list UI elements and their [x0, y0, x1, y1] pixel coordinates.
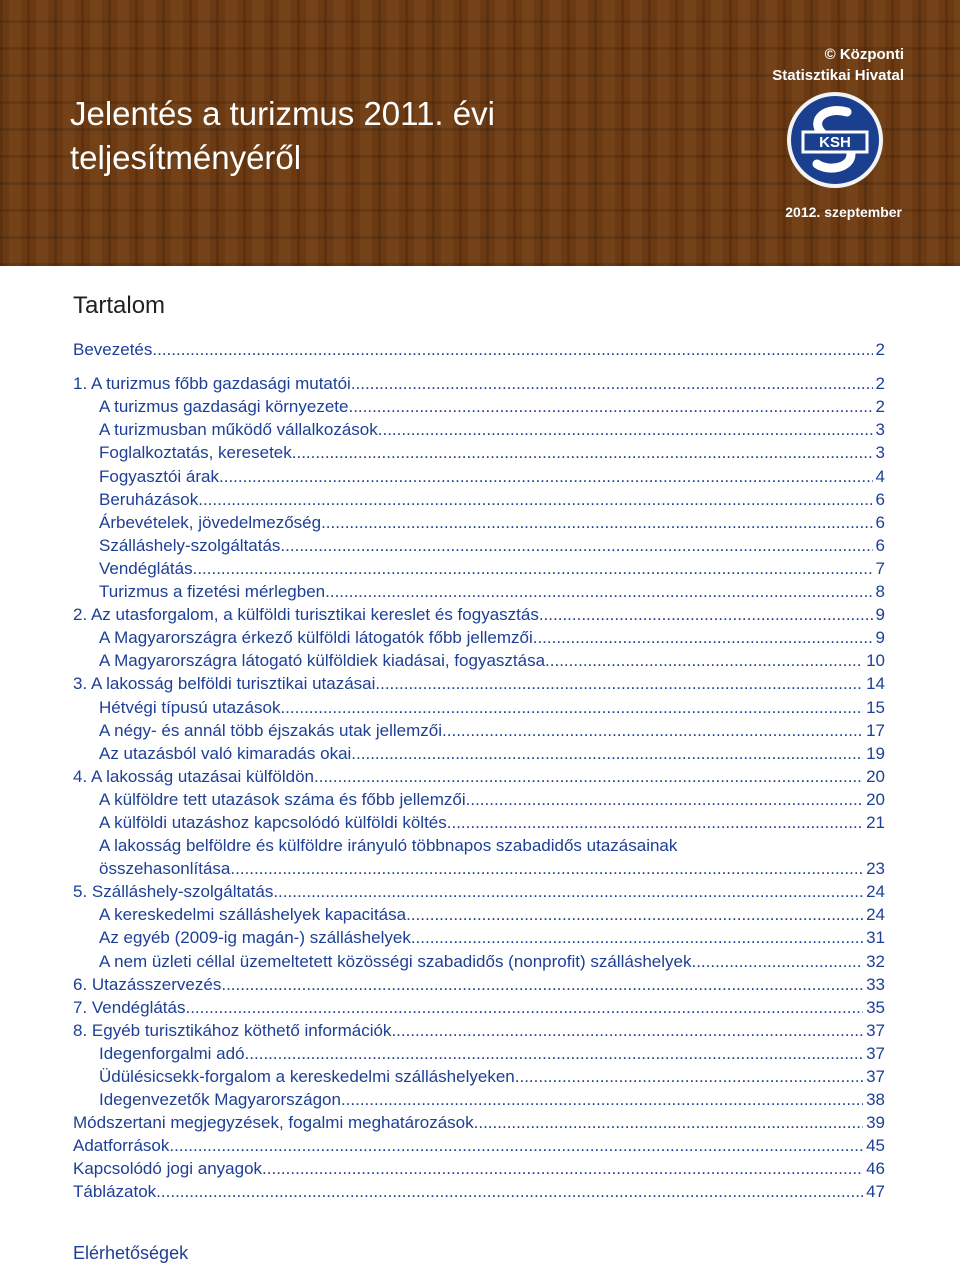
toc-entry-label: Szálláshely-szolgáltatás — [99, 535, 281, 555]
toc-entry-leader — [221, 973, 863, 996]
toc-entry-page: 7 — [875, 558, 885, 578]
report-title-line-2: teljesítményéről — [70, 139, 302, 176]
toc-entry-leader — [314, 765, 863, 788]
toc-entry-label: Fogyasztói árak — [99, 466, 219, 486]
toc-entry-leader — [280, 534, 872, 557]
toc-entry[interactable] — [73, 1134, 885, 1157]
toc-entry-leader — [533, 626, 873, 649]
toc-entry[interactable] — [73, 557, 885, 580]
toc-entry-label: A Magyarországra látogató külföldiek kiadásai, fogyasztása — [99, 651, 546, 671]
report-title-line-1: Jelentés a turizmus 2011. évi — [70, 95, 495, 132]
toc-entry-label: A külföldre tett utazások száma és főbb jellemzői — [99, 789, 466, 809]
toc-entry-label: Kapcsolódó jogi anyagok — [73, 1159, 263, 1179]
toc-entry[interactable] — [73, 1065, 885, 1088]
toc-entry-label: 5. Szálláshely-szolgáltatás — [73, 882, 274, 902]
toc-entry-label: Beruházások — [99, 489, 199, 509]
toc-entry[interactable] — [73, 372, 885, 395]
toc-entry-leader — [442, 719, 863, 742]
ksh-logo-text: KSH — [819, 134, 851, 151]
report-title — [70, 92, 495, 180]
toc-entry[interactable] — [73, 857, 885, 880]
toc-entry-page: 9 — [875, 605, 885, 625]
toc-entry-leader — [198, 488, 872, 511]
toc-entry-leader — [406, 903, 863, 926]
publication-date: 2012. szeptember — [785, 204, 902, 220]
toc-entry[interactable] — [73, 949, 885, 972]
toc-entry-label: Idegenvezetők Magyarországon — [99, 1090, 341, 1110]
toc-entry-leader — [245, 1042, 864, 1065]
toc-entry-leader — [280, 696, 863, 719]
toc-entry-page: 39 — [866, 1113, 885, 1133]
toc-entry[interactable] — [73, 1157, 885, 1180]
toc-entry[interactable] — [73, 672, 885, 695]
toc-entry-label: Foglalkoztatás, keresetek — [99, 443, 292, 463]
toc-entry[interactable] — [73, 811, 885, 834]
toc-entry[interactable] — [73, 603, 885, 626]
toc-entry-label: Az egyéb (2009-ig magán-) szálláshelyek — [99, 928, 411, 948]
toc-entry-label: 2. Az utasforgalom, a külföldi turisztikai kereslet és fogyasztás — [73, 605, 539, 625]
toc-entry-label: A négy- és annál több éjszakás utak jellemzői — [99, 720, 443, 740]
toc-entry-leader — [474, 1111, 863, 1134]
toc-entry-page: 37 — [866, 1067, 885, 1086]
toc-entry-leader — [219, 465, 873, 488]
toc-entry-page: 6 — [875, 512, 885, 532]
toc-entry[interactable] — [73, 742, 885, 765]
toc-entry[interactable] — [73, 338, 885, 361]
toc-entry[interactable] — [73, 441, 885, 464]
toc-entry-leader — [515, 1065, 863, 1088]
toc-entry-label: A lakosság belföldre és külföldre irányuló többnapos szabadidős utazásainak — [99, 836, 678, 856]
toc-entry-leader — [292, 441, 873, 464]
toc-entry-label: Bevezetés — [73, 340, 153, 360]
toc-entry-label: összehasonlítása — [99, 859, 231, 879]
toc-entry-page: 24 — [866, 882, 885, 902]
toc-entry-page: 33 — [866, 974, 885, 994]
toc-entry-leader — [348, 395, 872, 418]
toc-entry-page: 8 — [875, 582, 885, 602]
toc-entry-label: Turizmus a fizetési mérlegben — [99, 582, 326, 602]
toc-entry-leader — [351, 742, 863, 765]
toc-entry-page: 6 — [875, 535, 885, 555]
toc-entry-page: 19 — [866, 743, 885, 763]
toc-entry-label: Módszertani megjegyzések, fogalmi meghatározások — [73, 1113, 474, 1133]
toc-entry[interactable] — [73, 464, 885, 487]
toc-entry-label: Hétvégi típusú utazások — [99, 697, 281, 717]
toc-entry-page: 14 — [866, 674, 885, 694]
toc-entry-label: Adatforrások — [73, 1136, 170, 1156]
toc-entry-page: 20 — [866, 766, 885, 786]
toc-entry-leader — [545, 649, 863, 672]
toc-entry[interactable] — [73, 880, 885, 903]
contact-link[interactable]: Elérhetőségek — [73, 1243, 189, 1263]
toc-entry-label: 1. A turizmus főbb gazdasági mutatói — [73, 374, 351, 394]
toc-entry[interactable] — [73, 1042, 885, 1065]
toc-entry-leader — [193, 557, 873, 580]
toc-entry-page: 46 — [866, 1159, 885, 1179]
ksh-logo-icon — [785, 90, 885, 190]
toc-entry-leader — [378, 418, 873, 441]
toc-entry-label: A nem üzleti céllal üzemeltetett közösségi szabadidős (nonprofit) szálláshelyek — [99, 951, 692, 971]
toc-entry-page: 45 — [866, 1136, 885, 1156]
toc-entry-leader — [691, 950, 863, 973]
toc-entry[interactable] — [73, 996, 885, 1019]
toc-entry-leader — [341, 1088, 863, 1111]
toc-heading: Tartalom — [73, 292, 166, 319]
toc-entry-leader — [185, 996, 863, 1019]
toc-entry-page: 6 — [875, 489, 885, 509]
toc-entry-page: 38 — [866, 1090, 885, 1110]
toc-entry[interactable] — [73, 395, 885, 418]
toc-entry-leader — [351, 372, 873, 395]
report-header — [0, 0, 960, 266]
publisher-line-1: © Központi — [824, 46, 904, 63]
toc-entry-page: 21 — [866, 812, 885, 832]
toc-entry-label: 3. A lakosság belföldi turisztikai utazásai — [73, 674, 376, 694]
toc-entry-page: 20 — [866, 789, 885, 809]
toc-entry-leader — [466, 788, 863, 811]
table-of-contents — [73, 338, 885, 1203]
toc-entry[interactable] — [73, 534, 885, 557]
toc-entry-label: 8. Egyéb turisztikához köthető információk — [73, 1020, 392, 1040]
toc-entry-label: 6. Utazásszervezés — [73, 974, 222, 994]
toc-entry-leader — [273, 880, 863, 903]
publisher-name — [772, 44, 904, 86]
toc-entry-leader — [447, 811, 863, 834]
toc-entry[interactable] — [73, 695, 885, 718]
toc-entry[interactable] — [73, 788, 885, 811]
toc-entry-page: 24 — [866, 905, 885, 925]
toc-entry[interactable] — [73, 765, 885, 788]
toc-entry-page: 3 — [875, 420, 885, 440]
toc-entry[interactable] — [73, 926, 885, 949]
toc-entry[interactable] — [73, 973, 885, 996]
toc-entry-page: 17 — [866, 720, 885, 740]
toc-entry[interactable] — [73, 649, 885, 672]
toc-entry-label: 4. A lakosság utazásai külföldön — [73, 766, 314, 786]
toc-entry-leader — [411, 926, 863, 949]
toc-entry-label: Idegenforgalmi adó — [99, 1043, 245, 1063]
toc-entry-page: 15 — [866, 697, 885, 717]
toc-entry-page: 9 — [875, 628, 885, 648]
toc-entry-page: 2 — [875, 397, 885, 417]
toc-entry-leader — [391, 1019, 863, 1042]
toc-entry-leader — [262, 1157, 863, 1180]
toc-entry-label: A Magyarországra érkező külföldi látogatók főbb jellemzői — [99, 628, 533, 648]
toc-entry-leader — [539, 603, 873, 626]
toc-entry[interactable] — [73, 511, 885, 534]
toc-entry-page: 35 — [866, 997, 885, 1017]
toc-entry-label: A külföldi utazáshoz kapcsolódó külföldi költés — [99, 812, 447, 832]
toc-entry-leader — [169, 1134, 863, 1157]
publisher-line-2: Statisztikai Hivatal — [772, 67, 904, 84]
toc-entry-page: 37 — [866, 1043, 885, 1063]
toc-entry-label: A kereskedelmi szálláshelyek kapacitása — [99, 905, 407, 925]
toc-entry[interactable] — [73, 488, 885, 511]
toc-entry-leader — [325, 580, 872, 603]
toc-entry-page: 47 — [866, 1182, 885, 1202]
toc-entry-leader — [230, 857, 863, 880]
toc-entry-label: Az utazásból való kimaradás okai — [99, 743, 352, 763]
toc-entry-page: 4 — [875, 466, 885, 486]
toc-entry[interactable] — [73, 418, 885, 441]
toc-entry-leader — [375, 672, 863, 695]
toc-entry-label: Árbevételek, jövedelmezőség — [99, 512, 322, 532]
toc-entry-page: 23 — [866, 859, 885, 879]
toc-entry-leader — [152, 338, 872, 361]
toc-entry[interactable] — [73, 580, 885, 603]
toc-entry-label: A turizmus gazdasági környezete — [99, 397, 349, 417]
toc-entry-page: 10 — [866, 651, 885, 671]
toc-entry-label: Vendéglátás — [99, 558, 193, 578]
toc-entry[interactable] — [73, 626, 885, 649]
toc-entry-page: 2 — [875, 340, 885, 360]
toc-entry-page: 2 — [875, 374, 885, 394]
toc-entry-label: Táblázatok — [73, 1182, 157, 1202]
toc-entry-label: 7. Vendéglátás — [73, 997, 186, 1017]
toc-entry-page: 32 — [866, 951, 885, 971]
toc-entry-leader — [321, 511, 872, 534]
toc-entry-leader — [156, 1180, 863, 1203]
toc-entry-page: 31 — [866, 928, 885, 948]
toc-entry[interactable] — [73, 1111, 885, 1134]
toc-entry[interactable] — [73, 1088, 885, 1111]
toc-entry-label: Üdülésicsekk-forgalom a kereskedelmi szálláshelyeken — [99, 1067, 515, 1086]
toc-entry[interactable] — [73, 1019, 885, 1042]
toc-entry[interactable] — [73, 834, 885, 857]
toc-entry-page: 3 — [875, 443, 885, 463]
toc-entry-label: A turizmusban működő vállalkozások — [99, 420, 378, 440]
toc-entry[interactable] — [73, 719, 885, 742]
toc-entry[interactable] — [73, 1180, 885, 1203]
toc-entry-page: 37 — [866, 1020, 885, 1040]
toc-entry[interactable] — [73, 903, 885, 926]
